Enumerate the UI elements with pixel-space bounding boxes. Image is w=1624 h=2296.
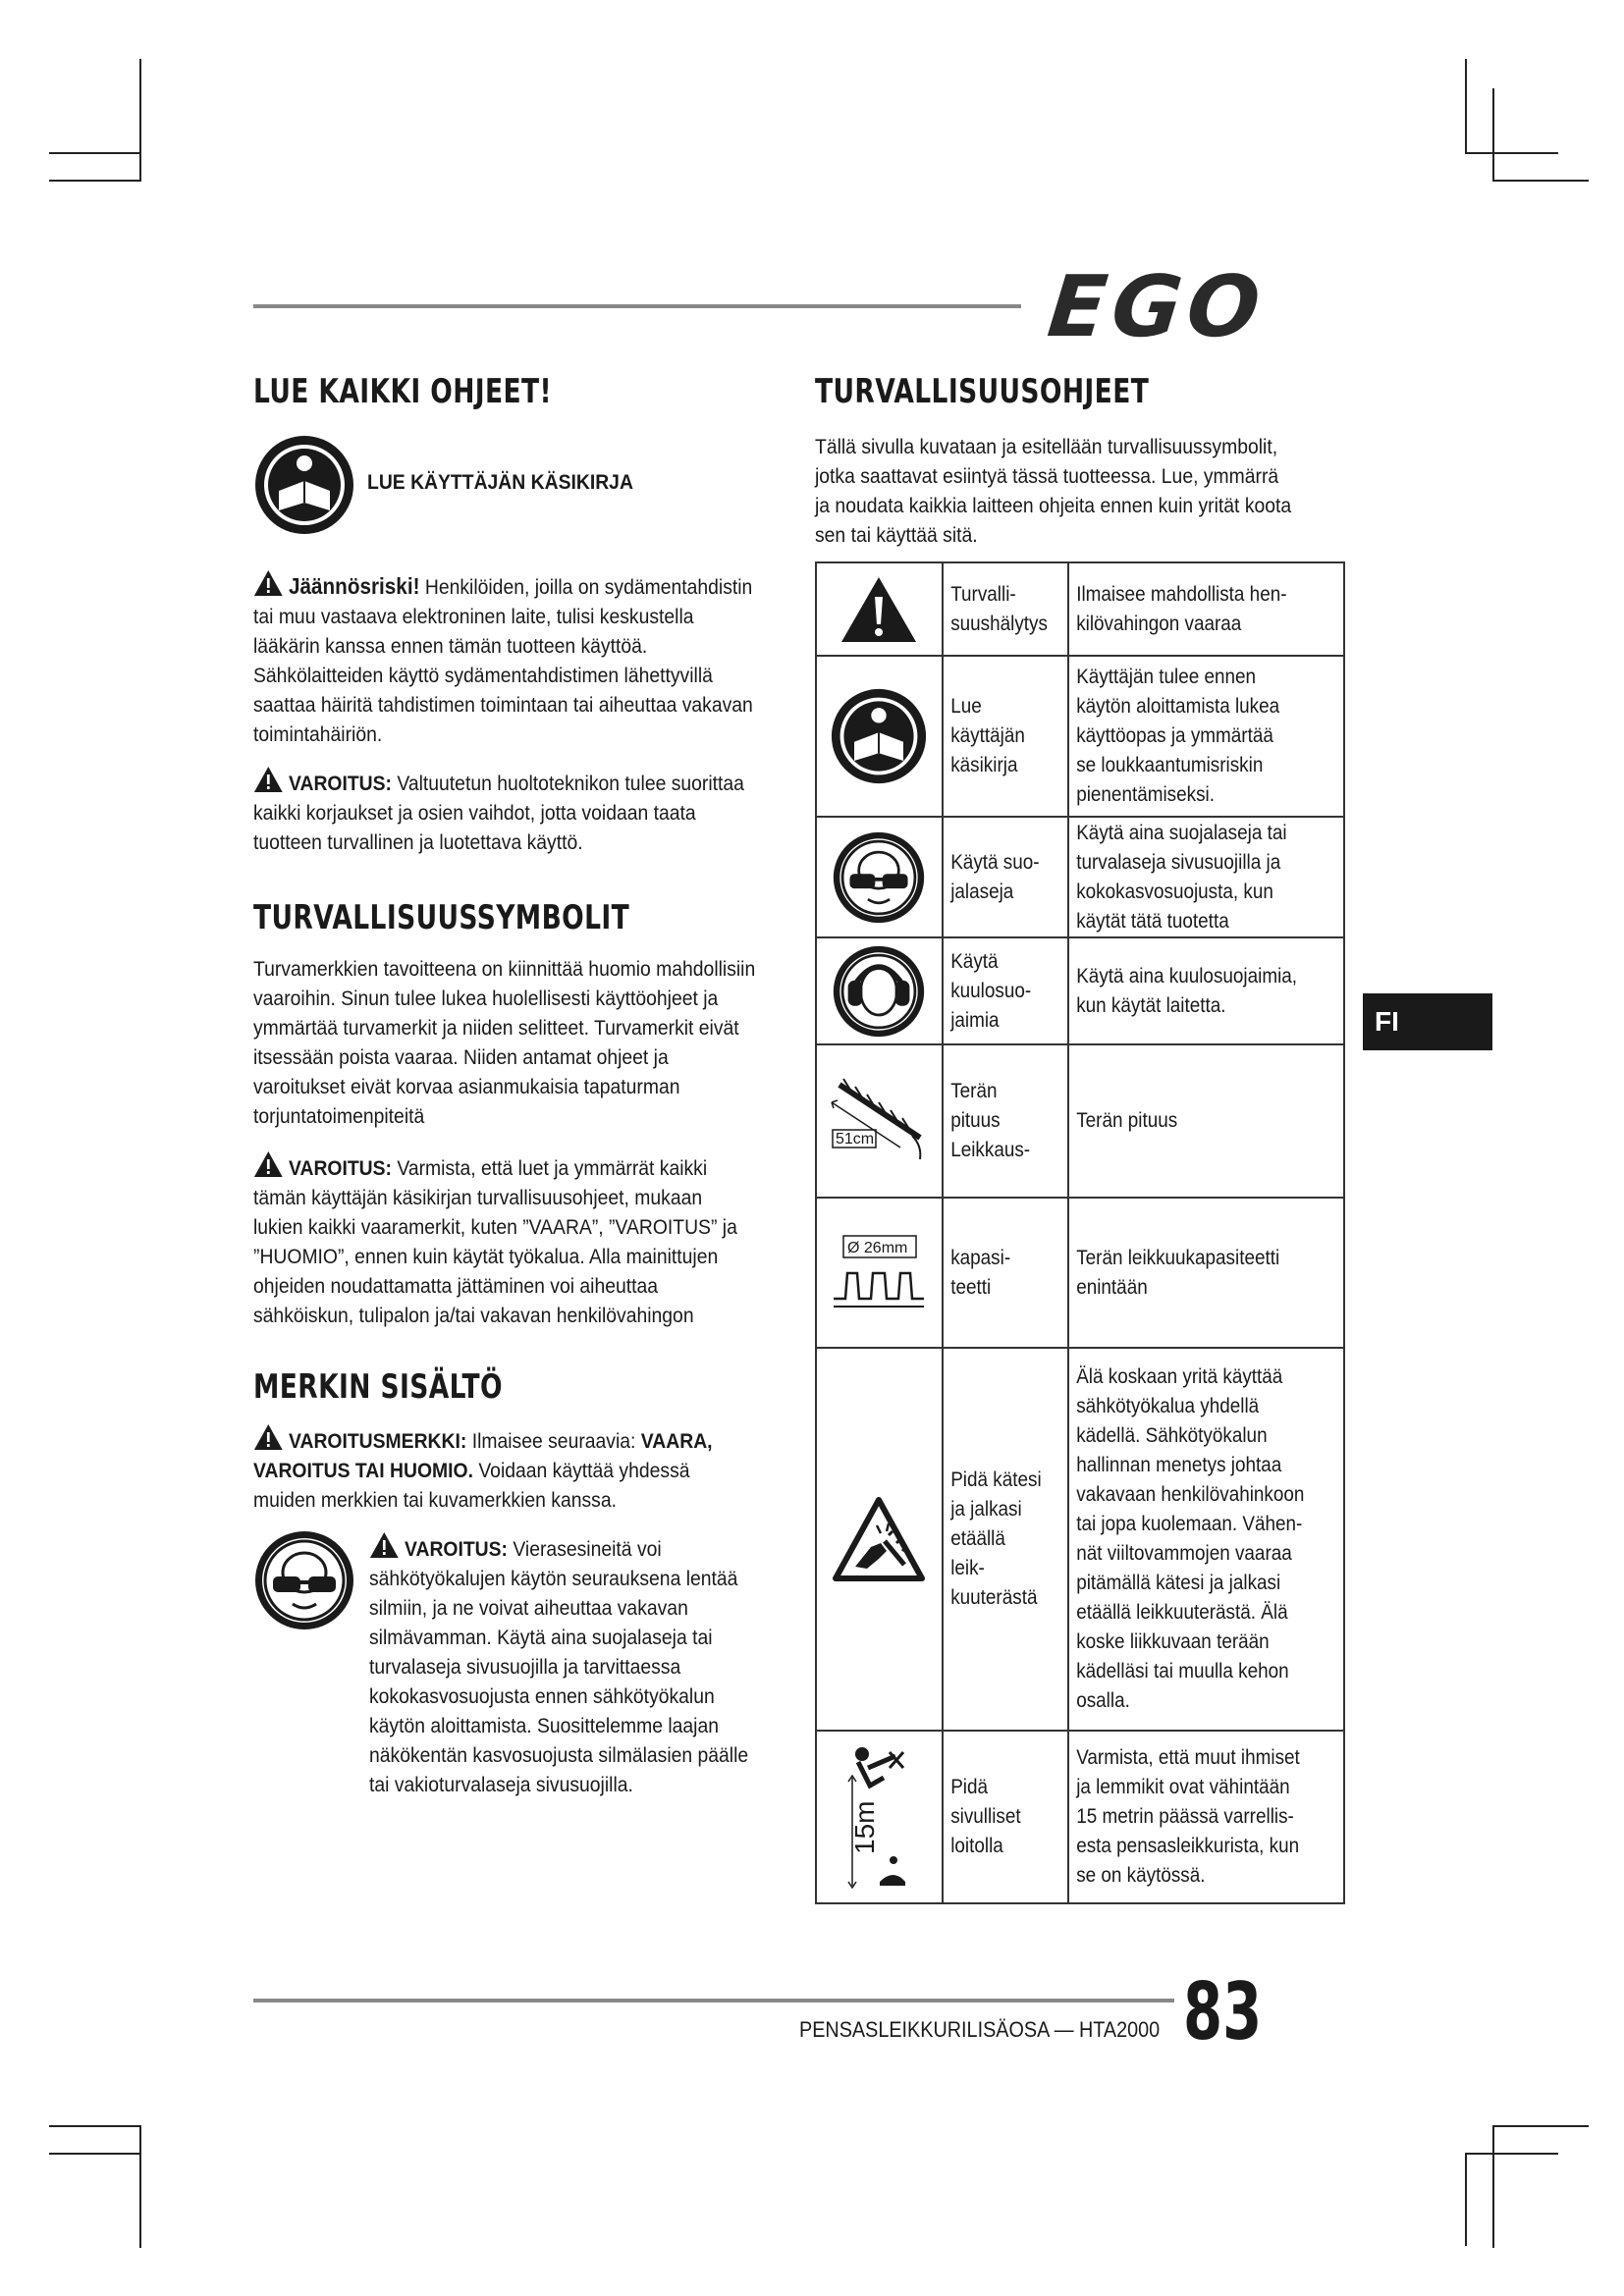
page-number: 83 xyxy=(1183,1966,1263,2057)
heading-sign-content: MERKIN SISÄLTÖ xyxy=(253,1367,503,1407)
safety-intro-paragraph: Tällä sivulla kuvataan ja esitellään turvallisuussymbolit, jotka saattavat esiintyä tässä tuotteessa. Lue, ymmärrä ja noudata kaikkia laitteen ohjeita ennen kuin yrität koota sen tai käyttää sitä. xyxy=(815,435,1292,547)
warning-sign-label: VAROITUSMERKKI: xyxy=(289,1429,467,1453)
crop-mark xyxy=(139,2125,141,2248)
warning-triangle-icon xyxy=(253,766,284,793)
symbol-description: Älä koskaan yritä käyttää sähkötyökalua yhdellä kädellä. Sähkötyökalun hallinnan menetys johtaa vakavaan henkilövahinkoon tai jopa kuolemaan. Vähen- nät viiltovammojen vaaraa pitämällä kätesi ja jalkasi etäällä leikkuuterästä. Älä koske liikkuvaan terään kädelläsi tai muulla kehon osalla. xyxy=(1075,1365,1304,1712)
crop-mark xyxy=(49,180,139,182)
crop-mark xyxy=(49,2125,139,2127)
warning-triangle-icon xyxy=(253,1423,284,1451)
heading-read-instructions: LUE KAIKKI OHJEET! xyxy=(253,372,553,411)
safety-glasses-icon xyxy=(253,1529,355,1631)
warning-sign-text-2: Voidaan käyttää yhdessä muiden merkkien tai kuvamerkkien kanssa. xyxy=(253,1459,690,1512)
warning-triangle-icon xyxy=(253,1150,284,1178)
symbol-description: Terän pituus xyxy=(1075,1109,1177,1132)
eye-warning-label: VAROITUS: xyxy=(405,1537,508,1561)
warning-triangle-icon xyxy=(253,569,284,597)
warning-text: Varmista, että luet ja ymmärrät kaikki tämän käyttäjän käsikirjan turvallisuusohjeet, mukaan lukien kaikki vaaramerkit, kuten ”VAARA”, ”VAROITUS” ja ”HUOMIO”, ennen kuin käytät työkalua. Alla mainittujen ohjeiden noudattamatta jättäminen voi aiheuttaa sähköiskun, tulipalon ja/tai vakavan henkilövahingon xyxy=(253,1156,737,1327)
warning-sign-text: Ilmaisee seuraavia: xyxy=(471,1429,636,1453)
symbol-description: Käyttäjän tulee ennen käytön aloittamista lukea käyttöopas ja ymmärtää se loukkaantumisriskin pienentämiseksi. xyxy=(1075,666,1279,806)
table-row xyxy=(816,1731,1344,1903)
table-row xyxy=(816,1348,1344,1731)
table-row xyxy=(816,1044,1344,1198)
warning-label: VAROITUS: xyxy=(289,1156,392,1180)
warning-label: VAROITUS: xyxy=(289,772,392,795)
symbol-name: Lue käyttäjän käsikirja xyxy=(950,695,1025,776)
symbol-description: Ilmaisee mahdollista hen- kilövahingon vaaraa xyxy=(1075,582,1287,635)
symbol-name: Pidä kätesi ja jalkasi etäällä leik- kuuterästä xyxy=(950,1468,1042,1609)
table-row xyxy=(816,937,1344,1044)
residual-risk-label: Jäännösriski! xyxy=(289,573,420,599)
crop-mark xyxy=(139,59,141,182)
cutting-capacity-icon-label: Ø 26mm xyxy=(847,1239,908,1256)
ear-protection-icon xyxy=(832,944,926,1039)
footer-title: PENSASLEIKKURILISÄOSA — HTA2000 xyxy=(799,2017,1161,2042)
heading-safety-symbols: TURVALLISUUSSYMBOLIT xyxy=(253,898,630,937)
crop-mark xyxy=(1492,2125,1589,2127)
blade-length-icon xyxy=(830,1077,928,1165)
header-rule xyxy=(253,304,1021,308)
crop-mark xyxy=(1492,2125,1494,2248)
symbols-intro-paragraph: Turvamerkkien tavoitteena on kiinnittää huomio mahdollisiin vaaroihin. Sinun tulee lukea huolellisesti käyttöohjeet ja ymmärtää turvamerkit ja niiden selitteet. Turvamerkit eivät itsessään poista vaaraa. Niiden antamat ohjeet ja varoitukset eivät korvaa asianmukaisia tapaturman torjuntatoimenpiteitä xyxy=(253,957,756,1128)
blade-length-icon-label: 51cm xyxy=(836,1131,875,1148)
eye-warning-paragraph xyxy=(369,1531,763,1799)
read-manual-icon xyxy=(253,434,355,536)
crop-mark xyxy=(1465,2153,1558,2155)
symbol-description: Terän leikkuukapasiteetti enintään xyxy=(1075,1246,1279,1299)
symbol-name: Pidä sivulliset loitolla xyxy=(950,1776,1021,1857)
table-row xyxy=(816,562,1344,656)
warning-triangle-icon xyxy=(839,575,918,644)
symbol-name: Turvalli- suushälytys xyxy=(950,582,1048,635)
symbol-name: Terän pituus Leikkaus- xyxy=(950,1080,1030,1161)
crop-mark xyxy=(1465,152,1558,154)
ego-logo: EGO xyxy=(1043,258,1271,356)
crop-mark xyxy=(1465,2153,1467,2246)
crop-mark xyxy=(49,2153,139,2155)
warning-sign-levels: VAARA, VAROITUS TAI HUOMIO. xyxy=(253,1429,713,1482)
language-tab-fi: FI xyxy=(1363,993,1492,1050)
warning-read-paragraph xyxy=(253,1150,757,1330)
symbol-description: Käytä aina suojalaseja tai turvalaseja sivusuojilla ja kokokasvosuojusta, kun käytät tätä tuotetta xyxy=(1075,821,1287,933)
read-manual-icon xyxy=(830,687,928,785)
table-row xyxy=(816,817,1344,937)
heading-safety-instructions: TURVALLISUUSOHJEET xyxy=(815,372,1150,411)
residual-risk-paragraph xyxy=(253,569,757,749)
symbol-name: Käytä kuulosuo- jaimia xyxy=(950,949,1031,1032)
cutting-capacity-icon xyxy=(830,1234,928,1312)
warning-sign-paragraph xyxy=(253,1423,757,1515)
eye-warning-text: Vierasesineitä voi sähkötyökalujen käytön seurauksena lentää silmiin, ja ne voivat aiheuttaa vakavan silmävamman. Käytä aina suojalaseja tai turvalaseja sivusuojilla ja tarvittaessa kokokasvosuojusta ennen sähkötyökalun käytön aloittamista. Suosittelemme laajan näkökentän kasvosuojusta silmälasien päälle tai vakioturvalaseja sivusuojilla. xyxy=(369,1537,749,1796)
table-row xyxy=(816,1198,1344,1348)
symbol-name: kapasi- teetti xyxy=(950,1246,1010,1299)
residual-risk-text: Henkilöiden, joilla on sydämentahdistin tai muu vastaava elektroninen laite, tulisi keskustella lääkärin kanssa ennen tämän tuotteen käyttöä. Sähkölaitteiden käyttö sydämentahdistimen lähettyvillä saattaa häiritä tahdistimen toimintaan tai aiheuttaa vakavan toimintahäiriön. xyxy=(253,575,753,746)
footer-rule xyxy=(253,1999,1174,2002)
bystanders-distance-icon xyxy=(844,1738,913,1896)
symbol-description: Varmista, että muut ihmiset ja lemmikit ovat vähintään 15 metrin päässä varrellis- esta pensasleikkurista, kun se on käytössä. xyxy=(1075,1746,1300,1887)
symbol-description: Käytä aina kuulosuojaimia, kun käytät laitetta. xyxy=(1075,964,1297,1017)
crop-mark xyxy=(1492,88,1494,182)
warning-repairs-paragraph xyxy=(253,766,757,857)
read-manual-label: LUE KÄYTTÄJÄN KÄSIKIRJA xyxy=(367,470,633,494)
table-row xyxy=(816,656,1344,817)
warning-triangle-icon xyxy=(369,1531,400,1559)
safety-glasses-icon xyxy=(832,830,926,925)
bystanders-distance-label: 15m xyxy=(849,1800,881,1854)
crop-mark xyxy=(1492,180,1589,182)
symbol-name: Käytä suo- jalaseja xyxy=(950,850,1040,903)
crop-mark xyxy=(49,152,139,154)
warning-text: Valtuutetun huoltoteknikon tulee suorittaa kaikki korjaukset ja osien vaihdot, jotta voidaan taata tuotteen turvallinen ja luotettava käyttö. xyxy=(253,772,744,854)
crop-mark xyxy=(1465,59,1467,152)
safety-symbols-table xyxy=(815,561,1345,1904)
keep-hands-away-icon xyxy=(832,1496,926,1582)
